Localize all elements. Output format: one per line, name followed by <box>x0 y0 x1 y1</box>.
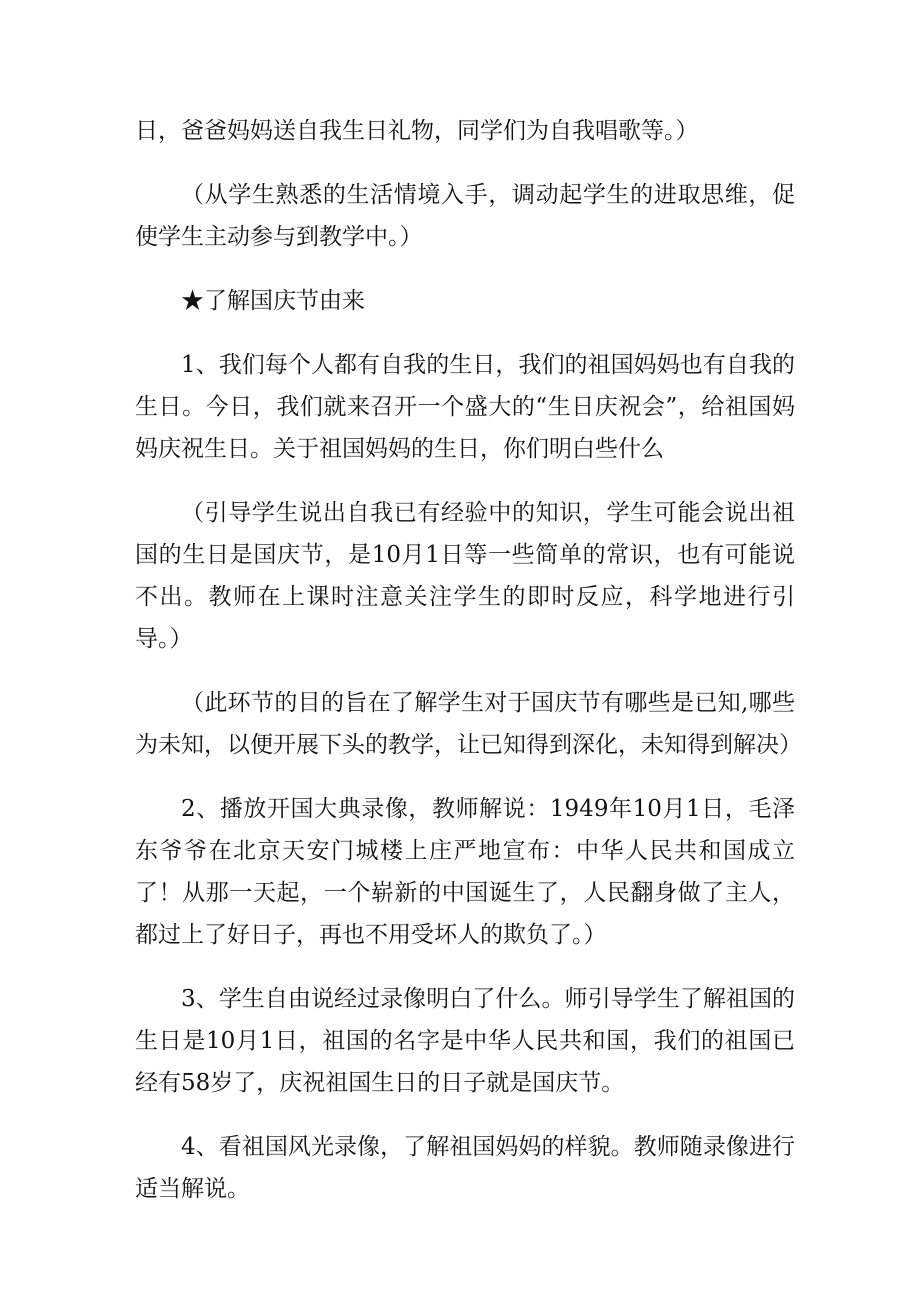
paragraph-step-4: 4、看祖国风光录像，了解祖国妈妈的样貌。教师随录像进行适当解说。 <box>135 1134 795 1202</box>
section-heading-national-day-origin: ★了解国庆节由来 <box>181 288 365 314</box>
paragraph-note-context: （从学生熟悉的生活情境入手，调动起学生的进取思维，促使学生主动参与到教学中。） <box>135 182 795 250</box>
document-body <box>135 110 802 1232</box>
paragraph-continuation: 日，爸爸妈妈送自我生日礼物，同学们为自我唱歌等。） <box>135 118 699 144</box>
paragraph-note-guidance: （引导学生说出自我已有经验中的知识，学生可能会说出祖国的生日是国庆节，是10月1日等一些简单的常识，也有可能说不出。教师在上课时注意关注学生的即时反应，科学地进行引导。） <box>135 500 795 652</box>
paragraph-step-1: 1、我们每个人都有自我的生日，我们的祖国妈妈也有自我的生日。今日，我们就来召开一个盛大的“生日庆祝会”，给祖国妈妈庆祝生日。关于祖国妈妈的生日，你们明白些什么 <box>135 352 795 462</box>
paragraph-note-purpose: （此环节的目的旨在了解学生对于国庆节有哪些是已知,哪些为未知，以便开展下头的教学，让已知得到深化，未知得到解决） <box>135 690 802 758</box>
paragraph-step-2: 2、播放开国大典录像，教师解说：1949年10月1日，毛泽东爷爷在北京天安门城楼上庄严地宣布：中华人民共和国成立了！从那一天起，一个崭新的中国诞生了，人民翻身做了主人，都过上了好日子，再也不用受坏人的欺负了。） <box>135 796 795 948</box>
paragraph-step-3: 3、学生自由说经过录像明白了什么。师引导学生了解祖国的生日是10月1日，祖国的名字是中华人民共和国，我们的祖国已经有58岁了，庆祝祖国生日的日子就是国庆节。 <box>135 986 795 1096</box>
